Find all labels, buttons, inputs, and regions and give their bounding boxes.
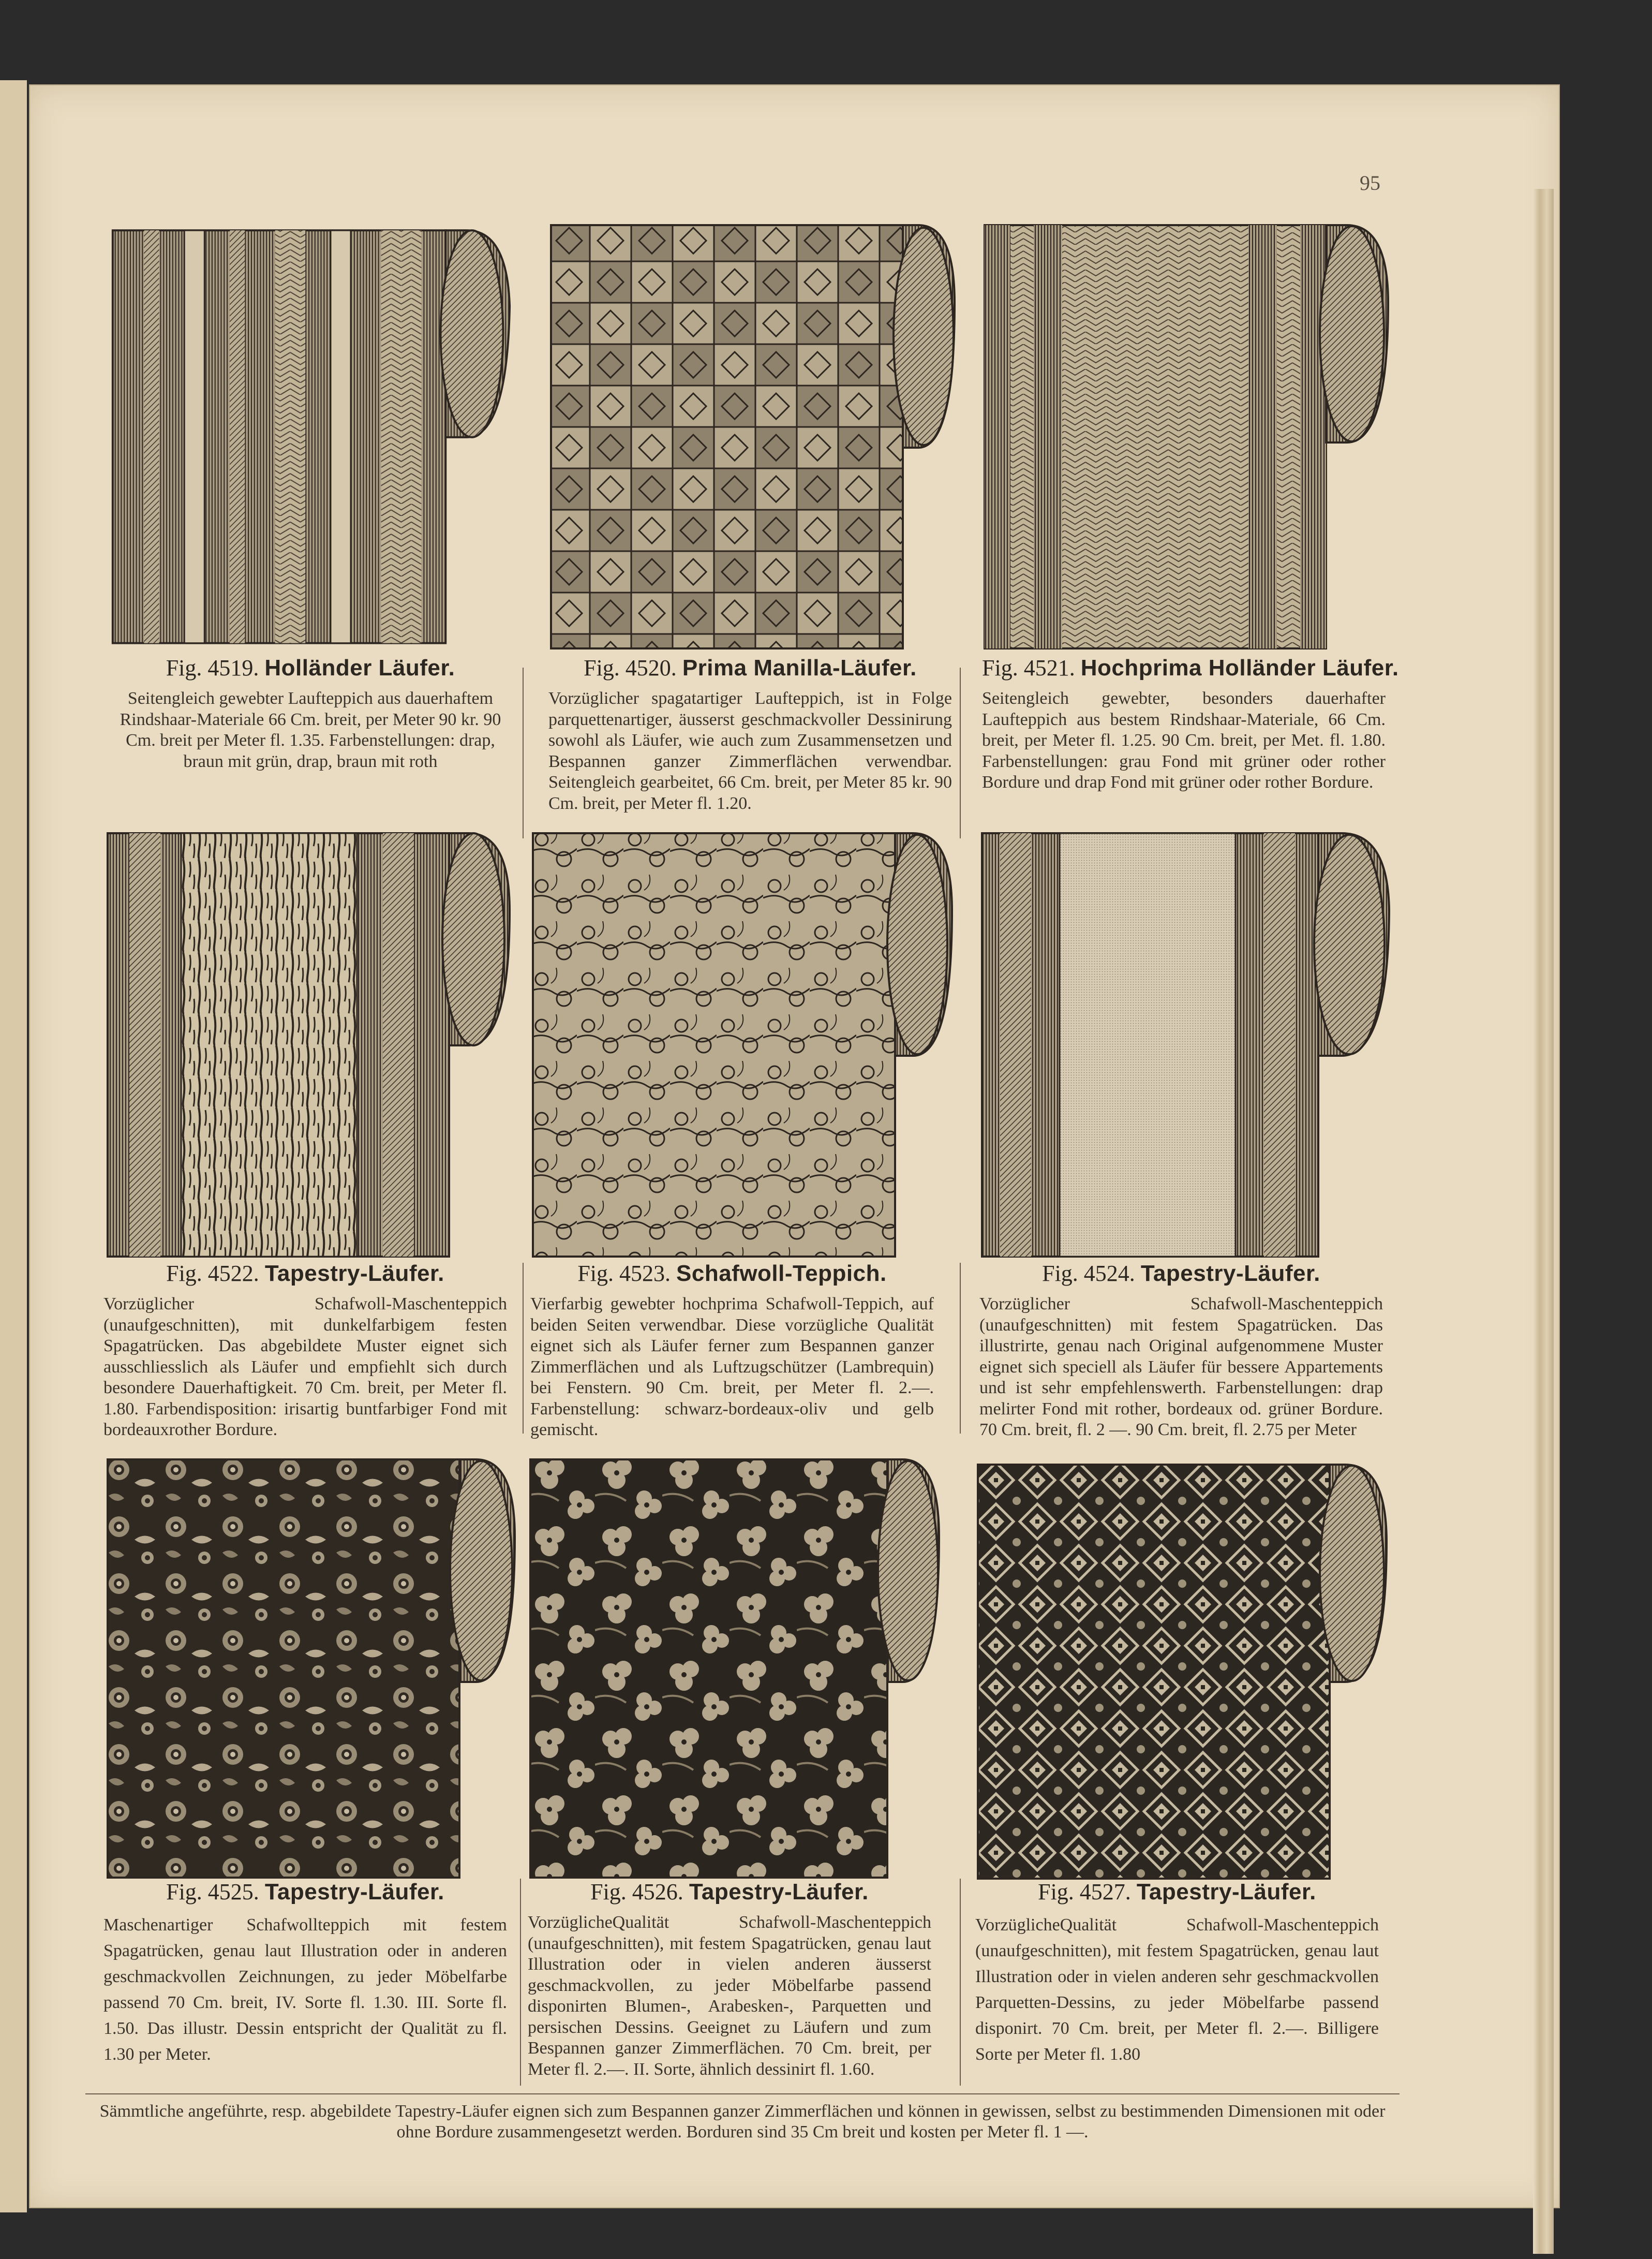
page-edge: [1533, 189, 1554, 2254]
product-description: Maschenartiger Schafwollteppich mit festem Spagatrücken, genau laut Illustration oder in anderen geschmackvollen Zeichnungen, zu jeder Möbelfarbe passend 70 Cm. breit, IV. Sorte fl. 1.30. III. Sorte fl. 1.50. Das illustr. Dessin entspricht der Qualität zu fl. 1.30 per Meter.: [103, 1915, 507, 2064]
product-description: VorzüglicheQualität Schafwoll-Maschenteppich (unaufgeschnitten), mit festem Spagatrücken, genau laut Illustration oder in vielen anderen sehr geschmackvollen Parquetten-Dessins, zu jeder Möbelfarbe passend disponirt. 70 Cm. breit, per Meter fl. 2.—. Billigere Sorte per Meter fl. 1.80: [975, 1915, 1379, 2064]
column-divider: [520, 1879, 521, 2086]
product-description: Vorzüglicher spagatartiger Laufteppich, ist in Folge parquettenartiger, äusserst geschmackvoller Dessinirung sowohl als Läufer, wie auch zum Zusammensetzen und Bespannen ganzer Zimmerflächen verwendbar. Seitengleich gearbeitet, 66 Cm. breit, per Meter 85 kr. 90 Cm. breit, per Meter fl. 1.20.: [548, 689, 952, 813]
caption-4520: [548, 655, 952, 681]
caption-4525: [103, 1879, 507, 1905]
column-divider: [523, 668, 524, 838]
caption-4523: [530, 1260, 934, 1287]
runner-illustration-4525: [103, 1454, 517, 1879]
runner-illustration-4519: [109, 220, 512, 649]
caption-4521: [982, 655, 1399, 681]
caption-4526: [528, 1879, 931, 1905]
column-divider: [960, 1263, 961, 1434]
product-title: Hochprima Holländer Läufer.: [1080, 655, 1399, 681]
caption-4522: [103, 1260, 507, 1287]
product-description: Vorzüglicher Schafwoll-Maschenteppich (unaufgeschnitten) mit festem Spagatrücken. Das illustrirte, genau nach Original aufgenommene Muster eignet sich speciell als Läufer für bessere Appartements und ist sehr empfehlenswerth. Farbenstellungen: drap melirter Fond mit rother, bordeaux od. grüner Bordure. 70 Cm. breit, fl. 2 —. 90 Cm. breit, fl. 2.75 per Meter: [979, 1294, 1383, 1439]
column-divider: [523, 1263, 524, 1434]
product-title: Tapestry-Läufer.: [1140, 1261, 1320, 1286]
runner-illustration-4521: [982, 220, 1391, 649]
runner-illustration-4523: [530, 828, 955, 1258]
product-title: Tapestry-Läufer.: [264, 1879, 444, 1904]
product-description: VorzüglicheQualität Schafwoll-Maschenteppich (unaufgeschnitten), mit festem Spagatrücken, genau laut Illustration oder in vielen anderen äusserst geschmackvollen, zu jeder Möbelfarbe passend disponirten Blumen-, Arabesken-, Parquetten und persischen Dessins. Geeignet zu Läufern und zum Bespannen ganzer Zimmerflächen. 70 Cm. breit, per Meter fl. 2.—. II. Sorte, ähnlich dessinirt fl. 1.60.: [528, 1913, 931, 2079]
runner-illustration-4522: [103, 828, 512, 1258]
caption-4519: [109, 655, 512, 681]
figure-number: Fig. 4526.: [590, 1879, 683, 1904]
product-description: Vorzüglicher Schafwoll-Maschenteppich (unaufgeschnitten), mit dunkelfarbigem festen Spagatrücken. Das abgebildete Muster eignet sich ausschliesslich als Läufer und empfiehlt sich durch besondere Dauerhaftigkeit. 70 Cm. breit, per Meter fl. 1.80. Farbendisposition: irisartig buntfarbiger Fond mit bordeauxrother Bordure.: [103, 1294, 507, 1439]
figure-number: Fig. 4525.: [166, 1879, 259, 1904]
product-title: Schafwoll-Teppich.: [676, 1261, 887, 1286]
footer-rule: [85, 2093, 1400, 2094]
figure-number: Fig. 4524.: [1042, 1261, 1135, 1286]
figure-number: Fig. 4520.: [584, 655, 677, 681]
previous-page-edge: [0, 80, 27, 2212]
figure-number: Fig. 4527.: [1038, 1879, 1131, 1904]
runner-illustration-4527: [975, 1459, 1389, 1884]
figure-number: Fig. 4523.: [577, 1261, 671, 1286]
product-description: Seitengleich gewebter Laufteppich aus dauerhaftem Rindshaar-Materiale 66 Cm. breit, per Meter 90 kr. 90 Cm. breit per Meter fl. 1.35. Farbenstellungen: drap, braun mit grün, drap, braun mit roth: [120, 689, 501, 771]
runner-illustration-4520: [548, 220, 957, 649]
runner-illustration-4526: [528, 1454, 942, 1879]
column-divider: [960, 668, 961, 838]
caption-4524: [979, 1260, 1383, 1287]
product-title: Holländer Läufer.: [264, 655, 455, 681]
page-number: 95: [1360, 171, 1380, 195]
footer-note: Sämmtliche angeführte, resp. abgebildete Tapestry-Läufer eignen sich zum Bespannen ganzer Zimmerflächen und können in gewissen, selbst zu bestimmenden Dimensionen mit oder ohne Bordure zusammengesetzt werden. Borduren sind 35 Cm breit und kosten per Meter fl. 1 —.: [99, 2102, 1386, 2142]
product-title: Prima Manilla-Läufer.: [682, 655, 917, 681]
caption-4527: [975, 1879, 1379, 1905]
product-title: Tapestry-Läufer.: [1136, 1879, 1316, 1904]
column-divider: [960, 1879, 961, 2086]
figure-number: Fig. 4521.: [982, 655, 1075, 681]
product-description: Vierfarbig gewebter hochprima Schafwoll-Teppich, auf beiden Seiten verwendbar. Diese vorzügliche Qualität eignet sich als Läufer ferner zum Bespannen ganzer Zimmerflächen und als Luftzugschützer (Lambrequin) bei Fenstern. 90 Cm. breit, per Meter fl. 2.—. Farbenstellung: schwarz-bordeaux-oliv und gelb gemischt.: [530, 1294, 934, 1439]
runner-illustration-4524: [979, 828, 1393, 1258]
product-description: Seitengleich gewebter, besonders dauerhafter Laufteppich aus bestem Rindshaar-Materiale, 66 Cm. breit, per Meter fl. 1.25. 90 Cm. breit, per Met. fl. 1.80. Farbenstellungen: grau Fond mit grüner oder rother Bordure und drap Fond mit grüner oder rother Bordure.: [982, 689, 1386, 792]
product-title: Tapestry-Läufer.: [689, 1879, 869, 1904]
product-title: Tapestry-Läufer.: [264, 1261, 444, 1286]
figure-number: Fig. 4519.: [166, 655, 259, 681]
figure-number: Fig. 4522.: [166, 1261, 259, 1286]
